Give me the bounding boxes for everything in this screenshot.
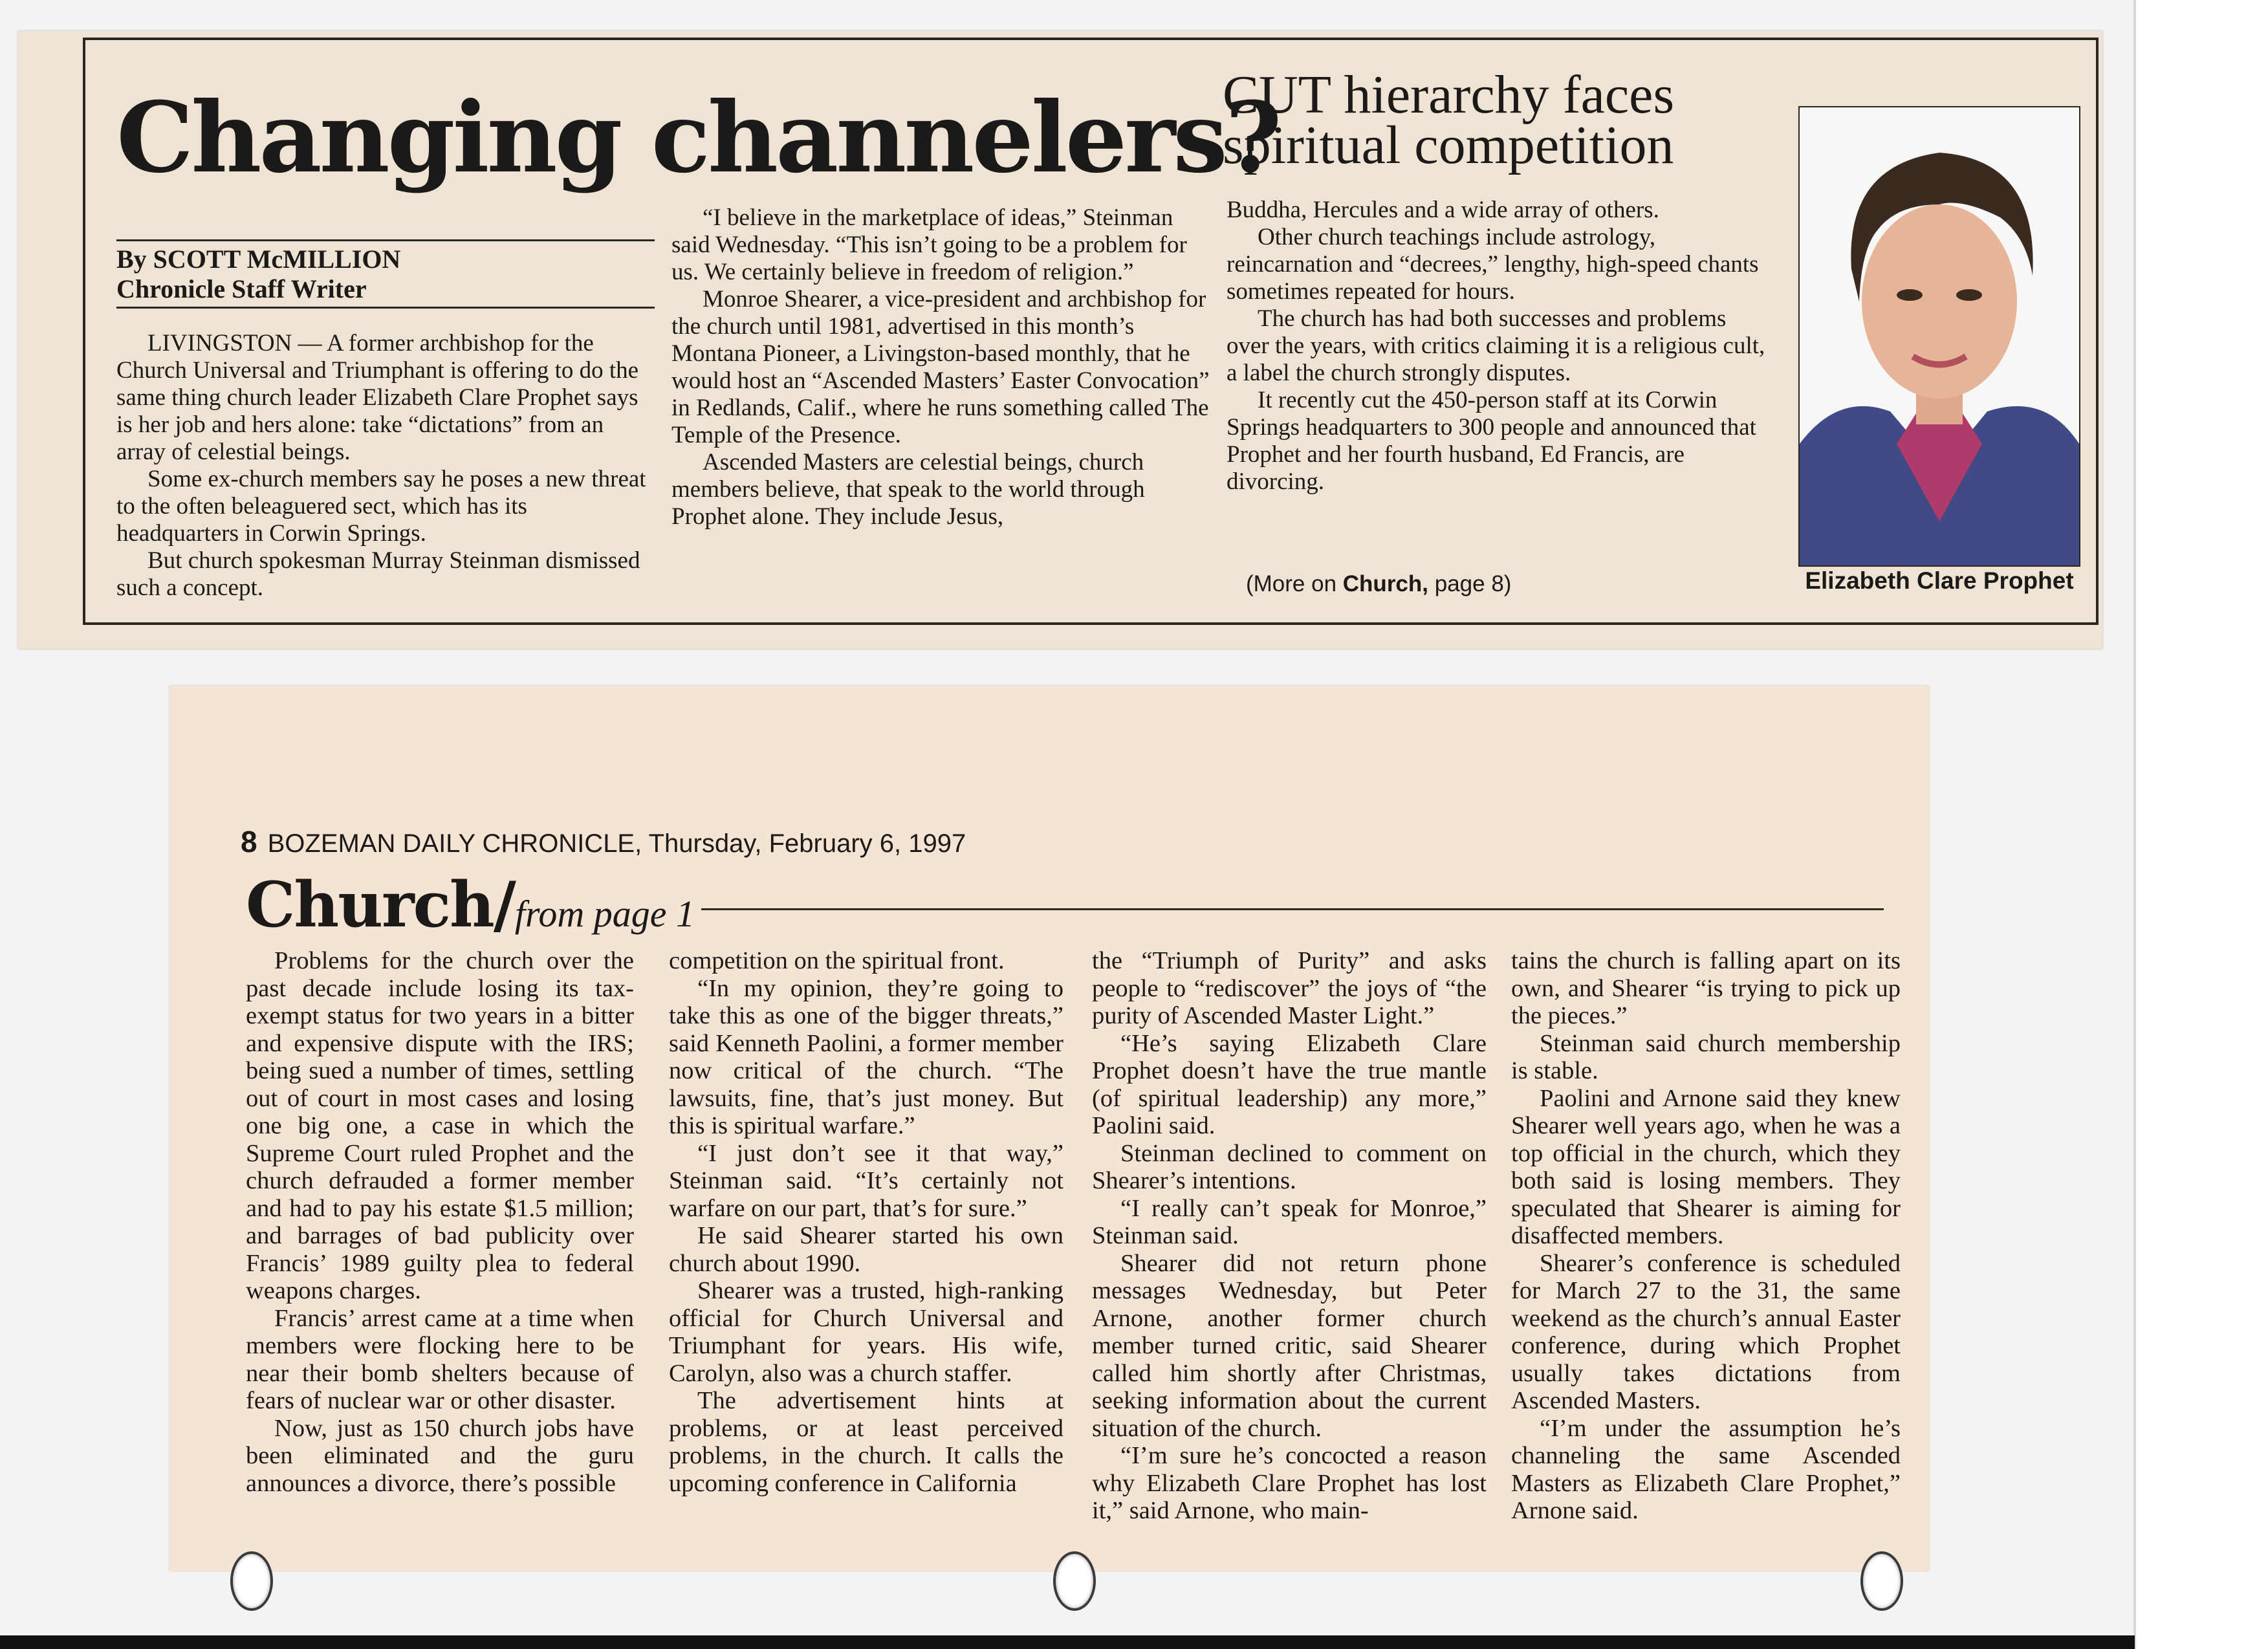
paragraph: Shearer did not return phone messages Wednesday, but Peter Arnone, another former church member turned critic, said Shearer called him shortly after Christmas, seeking information about the current situation of the church. <box>1092 1249 1487 1442</box>
more-prefix: (More on <box>1246 571 1343 596</box>
top-clipping <box>18 31 2102 649</box>
punch-hole-left <box>230 1551 273 1611</box>
more-section: Church, <box>1342 571 1429 596</box>
paragraph: competition on the spiritual front. <box>669 947 1005 974</box>
continuation-line <box>1246 571 1511 597</box>
paragraph: Other church teachings include astrology, reincarnation and “decrees,” lengthy, high-speed chants sometimes repeated for hours. <box>1227 224 1759 305</box>
issue-date: Thursday, February 6, 1997 <box>648 829 966 858</box>
photo-caption: Elizabeth Clare Prophet <box>1805 567 2074 594</box>
jump-column-1 <box>246 947 634 1497</box>
paragraph: The advertisement hints at problems, or at least perceived problems, in the church. It calls the upcoming conference in California <box>669 1387 1063 1497</box>
paragraph: It recently cut the 450-person staff at its Corwin Springs headquarters to 300 people and announced that Prophet and her fourth husband, Ed Francis, are divorcing. <box>1227 387 1756 495</box>
paragraph: “I believe in the marketplace of ideas,” Steinman said Wednesday. “This isn’t going to be a problem for us. We certainly believe in freedom of religion.” <box>671 204 1187 285</box>
jump-column-4 <box>1511 947 1901 1525</box>
jump-head: Church/ <box>246 868 515 941</box>
paragraph: Francis’ arrest came at a time when members were flocking here to be near their bomb shelters because of fears of nuclear war or other disaster. <box>246 1304 634 1414</box>
article-column-2 <box>671 204 1215 530</box>
paragraph: “I really can’t speak for Monroe,” Steinman said. <box>1092 1194 1487 1249</box>
paragraph: “I’m sure he’s concocted a reason why Elizabeth Clare Prophet has lost it,” said Arnone, who main- <box>1092 1442 1487 1524</box>
paragraph: Shearer was a trusted, high-ranking official for Church Universal and Triumphant for years. His wife, Carolyn, also was a church staffer. <box>669 1277 1063 1387</box>
paragraph: Buddha, Hercules and a wide array of others. <box>1227 197 1659 223</box>
paragraph: Steinman said church membership is stable. <box>1511 1029 1901 1084</box>
byline <box>116 245 653 304</box>
article-column-3 <box>1227 197 1770 496</box>
paragraph: Monroe Shearer, a vice-president and archbishop for the church until 1981, advertised in this month’s Montana Pioneer, a Livingston-based monthly, that he would host an “Ascended Masters’ Easter Convocation” in Redlands, Calif., where he runs something called The Temple of the Presence. <box>671 286 1210 448</box>
scanner-margin <box>2135 0 2268 1649</box>
subhead: CUT hierarchy faces spiritual competition <box>1223 65 1675 175</box>
paragraph: the “Triumph of Purity” and asks people to “rediscover” the joys of “the purity of Ascended Master Light.” <box>1092 947 1487 1029</box>
page-dateline <box>241 824 966 859</box>
paragraph: “I just don’t see it that way,” Steinman said. “It’s certainly not warfare on our part, that’s for sure.” <box>669 1139 1063 1222</box>
paragraph: “He’s saying Elizabeth Clare Prophet doesn’t have the true mantle (of spiritual leadership) any more,” Paolini said. <box>1092 1029 1487 1139</box>
paragraph: Ascended Masters are celestial beings, church members believe, that speak to the world through Prophet alone. They include Jesus, <box>671 449 1145 530</box>
paragraph: tains the church is falling apart on its own, and Shearer “is trying to pick up the pieces.” <box>1511 947 1901 1029</box>
paragraph: LIVINGSTON — A former archbishop for the Church Universal and Triumphant is offering to do the same thing church leader Elizabeth Clare Prophet says is her job and hers alone: take “dictations” from an array of celestial beings. <box>116 330 639 465</box>
more-suffix: page 8) <box>1428 571 1512 596</box>
headline: Changing channelers? <box>116 81 1280 195</box>
article-column-1 <box>116 299 655 602</box>
bottom-clipping <box>169 686 1929 1571</box>
paragraph: Paolini and Arnone said they knew Shearer well years ago, when he was a top official in the church, which they both said is losing members. They speculated that Shearer is aiming for disaffected members. <box>1511 1084 1901 1249</box>
portrait-image <box>1800 107 2079 565</box>
paragraph: “In my opinion, they’re going to take this as one of the bigger threats,” said Kenneth Paolini, a former member now critical of the church. “The lawsuits, fine, that’s just money. But this is spiritual warfare.” <box>669 974 1063 1139</box>
paragraph: “I’m under the assumption he’s channeling the same Ascended Masters as Elizabeth Clare Prophet,” Arnone said. <box>1511 1414 1901 1524</box>
jump-column-3 <box>1092 947 1487 1525</box>
punch-hole-right <box>1860 1551 1903 1611</box>
paragraph: But church spokesman Murray Steinman dismissed such a concept. <box>116 547 640 601</box>
byline-rule-top <box>116 239 655 241</box>
jump-column-2 <box>669 947 1063 1497</box>
paragraph: Now, just as 150 church jobs have been eliminated and the guru announces a divorce, there’s possible <box>246 1414 634 1497</box>
byline-author: By SCOTT McMILLION <box>116 245 401 274</box>
byline-role: Chronicle Staff Writer <box>116 274 367 303</box>
paragraph: Steinman declined to comment on Shearer’s intentions. <box>1092 1139 1487 1194</box>
paragraph: He said Shearer started his own church about 1990. <box>669 1222 1063 1277</box>
paragraph: Some ex-church members say he poses a new threat to the often beleaguered sect, which has its headquarters in Corwin Springs. <box>116 466 646 547</box>
paragraph: Problems for the church over the past decade include losing its tax-exempt status for two years in a bitter and expensive dispute with the IRS; being sued a number of times, settling out of court in most cases and losing one big one, a case in which the Supreme Court ruled Prophet and the church defrauded a former member and had to pay his estate $1.5 million; and barrages of bad publicity over Francis’ 1989 guilty plea to federal weapons charges. <box>246 947 634 1304</box>
paragraph: Shearer’s conference is scheduled for March 27 to the 31, the same weekend as the church’s annual Easter conference, during which Prophet usually takes dictations from Ascended Masters. <box>1511 1249 1901 1414</box>
page-edge <box>2133 0 2136 1649</box>
jump-rule <box>701 908 1884 910</box>
jump-subhead: from page 1 <box>514 893 695 935</box>
page-number: 8 <box>241 825 257 858</box>
scanner-bottom-edge <box>0 1635 2135 1649</box>
paragraph: The church has had both successes and problems over the years, with critics claiming it is a religious cult, a label the church strongly disputes. <box>1227 305 1765 386</box>
punch-hole-center <box>1053 1551 1096 1611</box>
jump-headline <box>246 868 695 941</box>
paper-name: BOZEMAN DAILY CHRONICLE, <box>267 829 642 858</box>
portrait-photo <box>1798 106 2080 567</box>
